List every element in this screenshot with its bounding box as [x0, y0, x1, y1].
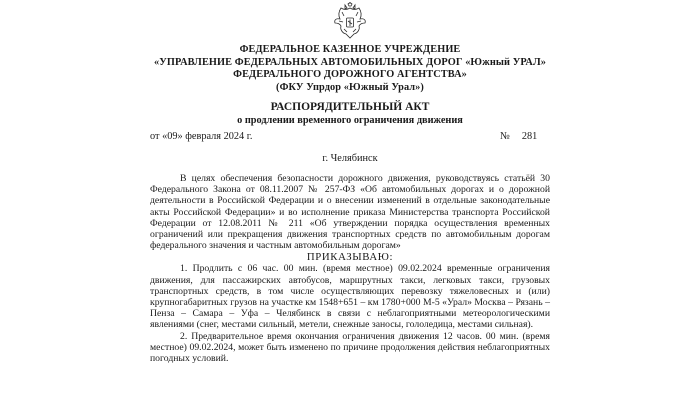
header-line-2: «УПРАВЛЕНИЕ ФЕДЕРАЛЬНЫХ АВТОМОБИЛЬНЫХ ДОРОГ «Южный УРАЛ» [153, 56, 546, 68]
header-line-4: (ФКУ Упрдор «Южный Урал») [276, 81, 424, 93]
city-line: г. Челябинск [322, 153, 378, 164]
number-sign: № [500, 131, 510, 142]
number-value: 281 [521, 131, 538, 142]
act-subtitle: о продлении временного ограничения движения [237, 115, 463, 126]
preamble-paragraph: В целях обеспечения безопасности дорожного движения, руководствуясь статьёй 30 Федерального Закона от 08.11.2007 № 257-ФЗ «Об автомобильных дорогах и о дорожной деятельности в Российской Федерации и о внесении изменений в отдельные законодательные акты Российской Федерации» и во исполнение приказа Министерства транспорта Российской Федерации от 12.08.2011 № 211 «Об утверждении порядка осуществления временных ограничений или прекращения движения транспортных средств по автомобильным дорогам федерального значения и частным автомобильным дорогам» [150, 173, 550, 252]
document-body [150, 173, 550, 364]
order-item-2: 2. Предварительное время окончания ограничения движения 12 часов. 00 мин. (время местное) 09.02.2024, может быть изменено по причине продолжения действия неблагоприятных погодных условий. [150, 330, 550, 365]
order-heading: ПРИКАЗЫВАЮ: [306, 251, 394, 264]
act-number [500, 131, 537, 143]
act-title: РАСПОРЯДИТЕЛЬНЫЙ АКТ [270, 101, 430, 113]
act-date: от «09» февраля 2024 г. [150, 131, 253, 142]
coat-of-arms-emblem [330, 2, 370, 42]
header-line-1: ФЕДЕРАЛЬНОЕ КАЗЕННОЕ УЧРЕЖДЕНИЕ [239, 44, 461, 55]
header-line-3: ФЕДЕРАЛЬНОГО ДОРОЖНОГО АГЕНТСТВА» [233, 69, 467, 81]
organization-header [150, 44, 550, 94]
order-item-1: 1. Продлить с 06 час. 00 мин. (время местное) 09.02.2024 временные ограничения движения, для пассажирских автобусов, маршрутных такси, легковых такси, грузовых транспортных средств, в том числе осуществляющих перевозку тяжеловесных и (или) крупногабаритных грузов на участке км 1548+651 – км 1780+000 М-5 «Урал» Москва – Рязань – Пенза – Самара – Уфа – Челябинск в связи с неблагоприятными метеорологическими явлениями (снег, местами сильный, метели, снежные заносы, гололедица, местами сильная). [150, 263, 550, 331]
